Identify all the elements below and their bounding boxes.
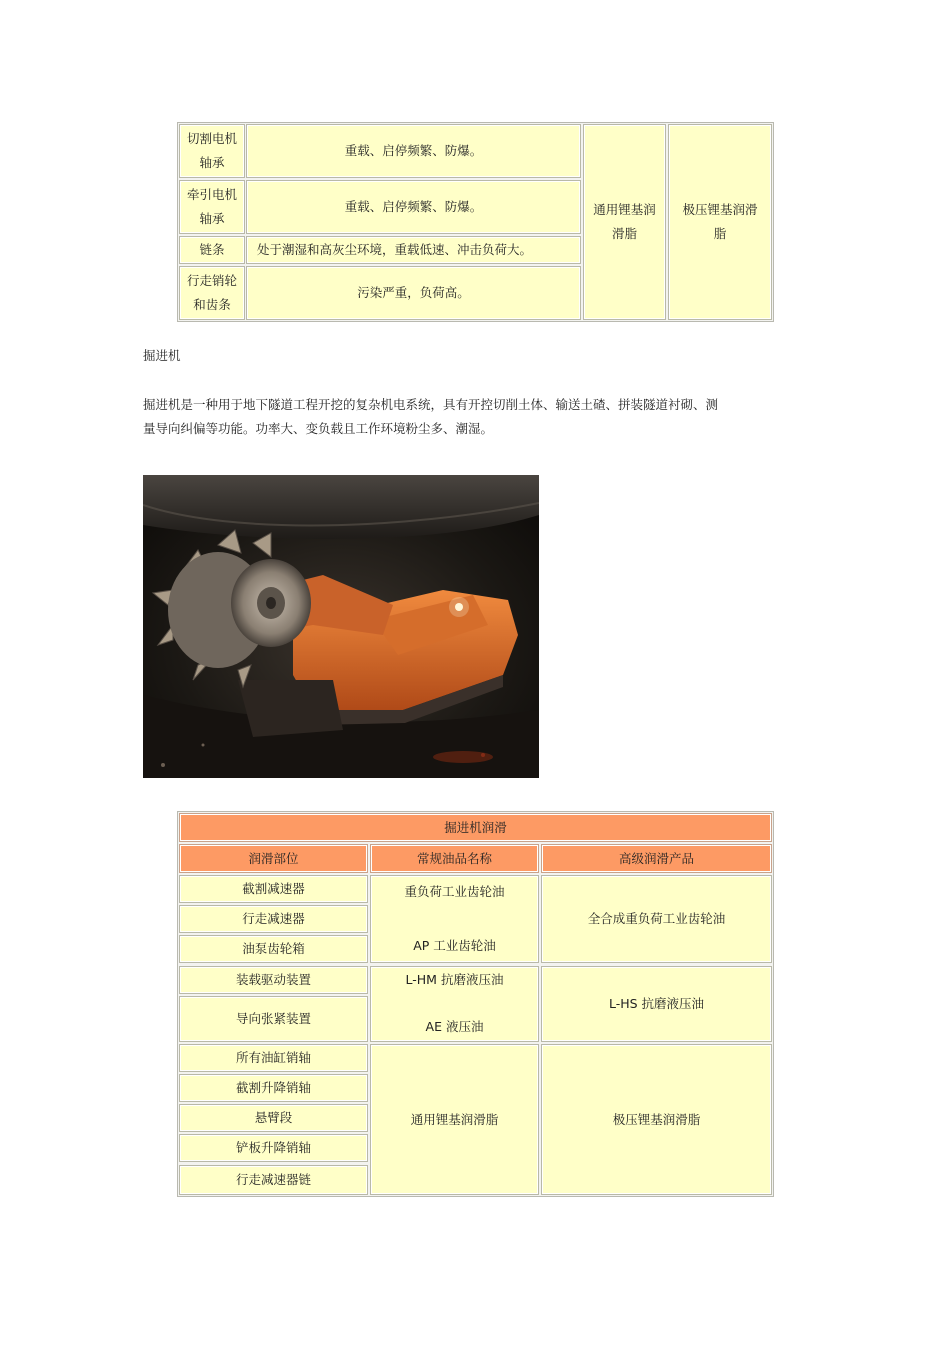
table-row-condition: 污染严重，负荷高。 [246, 266, 581, 320]
table-row-part: 行走减速器 [179, 905, 368, 933]
table-row-part: 导向张紧装置 [179, 996, 368, 1042]
regular-product-label: AE 液压油 [425, 1019, 484, 1034]
table-row-part: 截割减速器 [179, 875, 368, 903]
table-row-condition: 处于潮湿和高灰尘环境，重载低速、冲击负荷大。 [246, 236, 581, 264]
table-row-part: 悬臂段 [179, 1104, 368, 1132]
premium-product-cell [668, 124, 772, 320]
part-label: 切割电机 [186, 131, 237, 146]
section-paragraph-line: 量导向纠偏等功能。功率大、变负载且工作环境粉尘多、潮湿。 [143, 421, 494, 436]
part-label: 轴承 [199, 211, 225, 226]
regular-product-label: 通用锂基润 [593, 202, 656, 217]
table-row-part: 链条 [179, 236, 245, 264]
section-paragraph-line: 掘进机是一种用于地下隧道工程开挖的复杂机电系统，具有开控切削土体、输送土碴、拼装隧道衬砌、测 [143, 397, 719, 412]
table-row-part: 铲板升降销轴 [179, 1134, 368, 1162]
column-header: 润滑部位 [179, 844, 368, 873]
table-row-condition: 重载、启停频繁、防爆。 [246, 180, 581, 234]
column-header: 常规油品名称 [370, 844, 539, 873]
table-row-part: 行走减速器链 [179, 1165, 368, 1195]
part-label: 牵引电机 [186, 187, 237, 202]
regular-product-cell [583, 124, 666, 320]
table-row-part [179, 180, 245, 234]
premium-product-cell: 全合成重负荷工业齿轮油 [541, 875, 772, 963]
table-row-part [179, 266, 245, 320]
section-heading: 掘进机 [143, 348, 181, 363]
premium-product-cell: 极压锂基润滑脂 [541, 1044, 772, 1195]
roadheader-photo [143, 475, 539, 778]
regular-product-label: 滑脂 [611, 226, 637, 241]
table-row-condition: 重载、启停频繁、防爆。 [246, 124, 581, 178]
table-title: 掘进机润滑 [179, 813, 772, 842]
table-row-part [179, 124, 245, 178]
part-label: 轴承 [199, 155, 225, 170]
table-row-part: 装载驱动装置 [179, 966, 368, 994]
table-row-part: 所有油缸销轴 [179, 1044, 368, 1072]
table-row-part: 截割升降销轴 [179, 1074, 368, 1102]
premium-product-label: 极压锂基润滑 [682, 202, 758, 217]
column-header: 高级润滑产品 [541, 844, 772, 873]
regular-product-label: L-HM 抗磨液压油 [405, 972, 504, 987]
regular-product-cell: 通用锂基润滑脂 [370, 1044, 539, 1195]
premium-product-cell: L-HS 抗磨液压油 [541, 966, 772, 1042]
part-label: 和齿条 [193, 297, 231, 312]
premium-product-label: 脂 [713, 226, 727, 241]
regular-product-cell [370, 875, 539, 963]
table-row-part: 油泵齿轮箱 [179, 935, 368, 963]
regular-product-label: AP 工业齿轮油 [413, 938, 496, 953]
regular-product-cell [370, 966, 539, 1042]
regular-product-label: 重负荷工业齿轮油 [404, 884, 505, 899]
part-label: 行走销轮 [186, 273, 237, 288]
